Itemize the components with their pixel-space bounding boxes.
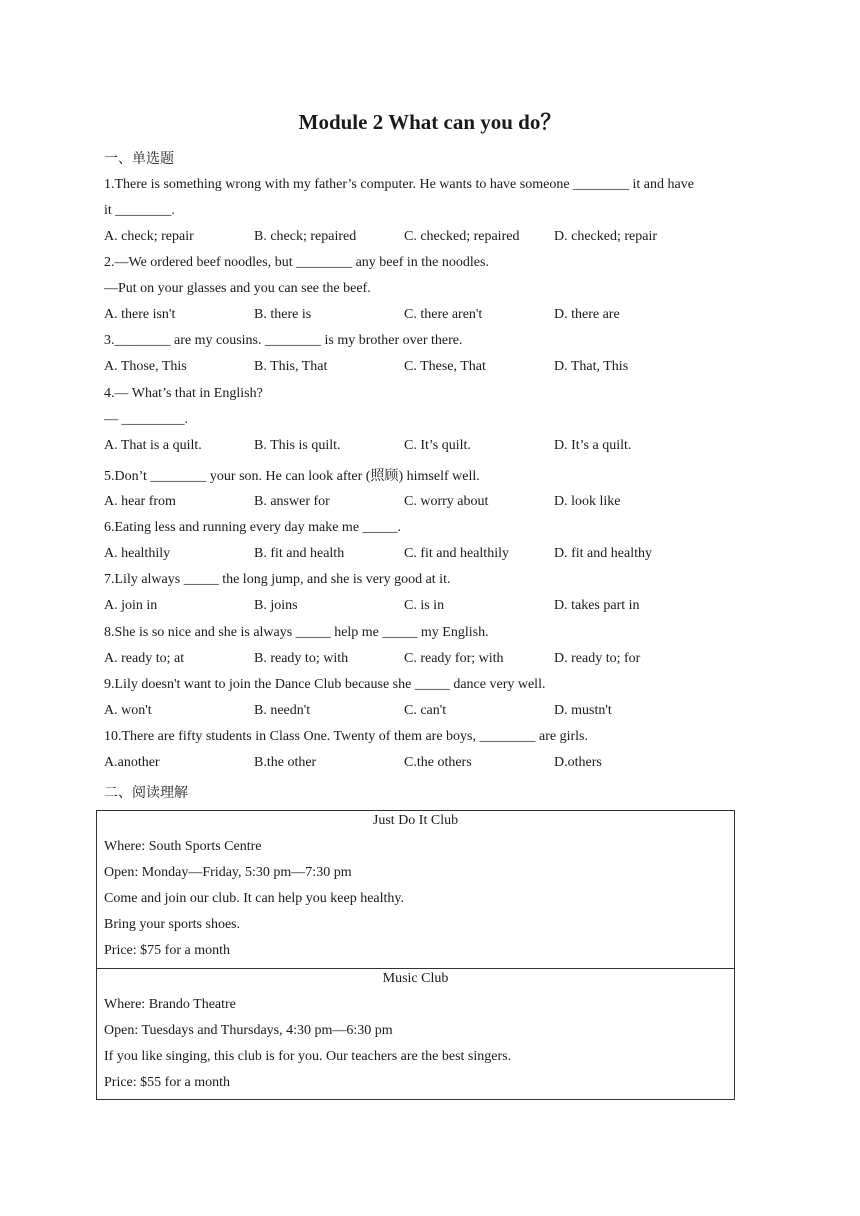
option-b: B. This is quilt. <box>254 438 341 453</box>
question-stem: 2.—We ordered beef noodles, but ________ any beef in the noodles. <box>104 255 489 270</box>
page-title: Module 2 What can you do？ <box>298 110 562 134</box>
option-d: D. It’s a quilt. <box>554 438 632 453</box>
option-a: A. Those, This <box>104 359 187 374</box>
option-c: C. checked; repaired <box>404 229 520 244</box>
option-a: A.another <box>104 755 160 770</box>
club-line: Price: $75 for a month <box>104 943 230 958</box>
option-d: D. checked; repair <box>554 229 657 244</box>
option-b: B.the other <box>254 755 317 770</box>
option-b: B. check; repaired <box>254 229 357 244</box>
option-b: B. answer for <box>254 494 330 509</box>
option-c: C. These, That <box>404 359 486 374</box>
section-heading-single-choice: 一、单选题 <box>104 152 174 167</box>
club-name: Just Do It Club <box>372 813 459 828</box>
club-line: Price: $55 for a month <box>104 1075 230 1090</box>
option-c: C.the others <box>404 755 472 770</box>
option-c: C. It’s quilt. <box>404 438 471 453</box>
option-b: B. there is <box>254 307 312 322</box>
question-stem: 8.She is so nice and she is always _____ help me _____ my English. <box>104 625 489 640</box>
section-heading-reading: 二、阅读理解 <box>104 786 188 801</box>
option-a: A. ready to; at <box>104 651 185 666</box>
question-stem: 6.Eating less and running every day make me _____. <box>104 520 402 535</box>
club-line: Open: Tuesdays and Thursdays, 4:30 pm—6:30 pm <box>104 1023 393 1038</box>
club-line: Where: Brando Theatre <box>104 997 236 1012</box>
question-stem: 1.There is something wrong with my father’s computer. He wants to have someone ________ it and have <box>104 177 694 192</box>
club-line: Where: South Sports Centre <box>104 839 262 854</box>
option-d: D. look like <box>554 494 621 509</box>
question-stem: 10.There are fifty students in Class One. Twenty of them are boys, ________ are girls. <box>104 729 588 744</box>
club-line: If you like singing, this club is for you. Our teachers are the best singers. <box>104 1049 512 1064</box>
option-c: C. ready for; with <box>404 651 504 666</box>
option-d: D.others <box>554 755 602 770</box>
club-name: Music Club <box>382 971 449 986</box>
club-line: Open: Monday—Friday, 5:30 pm—7:30 pm <box>104 865 352 880</box>
option-a: A. join in <box>104 598 158 613</box>
question-stem: 7.Lily always _____ the long jump, and she is very good at it. <box>104 572 451 587</box>
option-b: B. This, That <box>254 359 328 374</box>
option-c: C. fit and healthily <box>404 546 509 561</box>
option-c: C. is in <box>404 598 445 613</box>
question-stem: it ________. <box>104 203 175 218</box>
option-d: D. That, This <box>554 359 629 374</box>
option-d: D. mustn't <box>554 703 612 718</box>
option-c: C. can't <box>404 703 447 718</box>
club-box-music <box>96 968 735 1100</box>
club-box-just-do-it <box>96 810 735 969</box>
option-b: B. needn't <box>254 703 311 718</box>
question-stem: 5.Don’t ________ your son. He can look after (照顾) himself well. <box>104 469 480 484</box>
option-d: D. there are <box>554 307 620 322</box>
option-d: D. fit and healthy <box>554 546 652 561</box>
option-a: A. won't <box>104 703 152 718</box>
option-d: D. ready to; for <box>554 651 641 666</box>
question-stem: —Put on your glasses and you can see the beef. <box>104 281 371 296</box>
option-a: A. healthily <box>104 546 171 561</box>
option-d: D. takes part in <box>554 598 640 613</box>
option-a: A. there isn't <box>104 307 176 322</box>
club-line: Bring your sports shoes. <box>104 917 241 932</box>
option-a: A. check; repair <box>104 229 194 244</box>
option-c: C. there aren't <box>404 307 483 322</box>
option-b: B. joins <box>254 598 298 613</box>
option-a: A. hear from <box>104 494 176 509</box>
option-a: A. That is a quilt. <box>104 438 202 453</box>
question-stem: — _________. <box>104 412 188 427</box>
club-line: Come and join our club. It can help you keep healthy. <box>104 891 405 906</box>
question-stem: 9.Lily doesn't want to join the Dance Club because she _____ dance very well. <box>104 677 546 692</box>
question-stem: 3.________ are my cousins. ________ is my brother over there. <box>104 333 463 348</box>
question-stem: 4.— What’s that in English? <box>104 386 263 401</box>
option-c: C. worry about <box>404 494 489 509</box>
option-b: B. ready to; with <box>254 651 349 666</box>
option-b: B. fit and health <box>254 546 345 561</box>
